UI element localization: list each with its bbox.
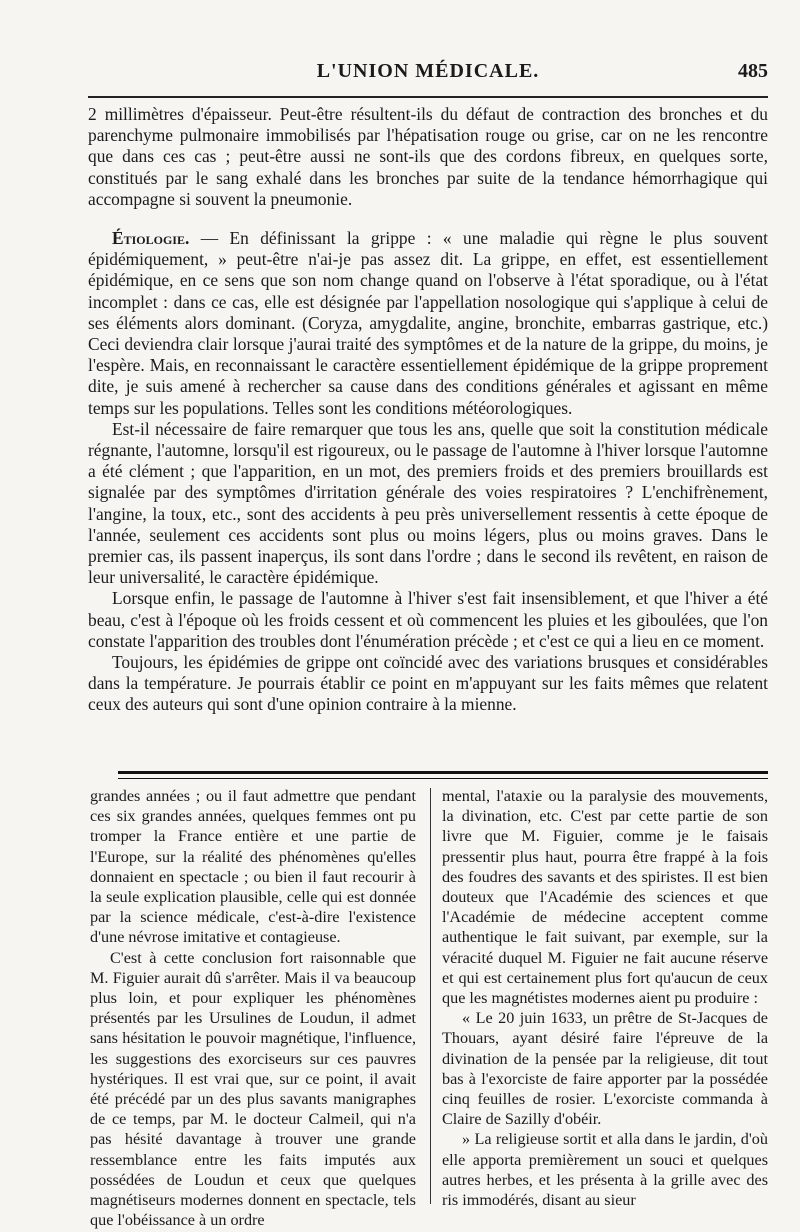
section-heading: Étiologie.	[112, 228, 190, 249]
article-paragraph: 2 millimètres d'épaisseur. Peut-être résultent-ils du défaut de contraction des bronches et du parenchyme pulmonaire immobilisés par l'hépatisation rouge ou grise, car on ne les rencontre que dans ces cas ; peut-être aussi ne sont-ils que des cordons fibreux, en quelques sorte, constitués par le sang exhalé dans les bronches par suite de la tendance hémorrhagique qui accompagne si souvent la pneumonie.	[88, 104, 768, 209]
running-header	[88, 60, 768, 90]
feuilleton-divider	[118, 771, 768, 779]
column-paragraph: mental, l'ataxie ou la paralysie des mouvements, la divination, etc. C'est par cette partie de son livre que M. Figuier, comme je le faisais pressentir plus haut, pourra être frappé à la fois des foudres des savants et des spiristes. Il est bien douteux que l'Académie des sciences et que l'Académie de médecine acceptent comme authentique le fait suivant, par exemple, sur la véracité duquel M. Figuier ne fait aucune réserve et qui est certainement plus fort qu'aucun de ceux que les magnétistes modernes aient pu produire :	[442, 787, 768, 1008]
column-separator	[430, 788, 431, 1204]
main-article	[88, 104, 768, 716]
left-column	[90, 786, 416, 1230]
etiology-text: — En définissant la grippe : « une maladie qui règne le plus souvent épidémiquement, » peut-être n'ai-je pas assez dit. La grippe, en effet, est essentiellement épidémique, en ce sens que son nom change quand on l'observe à l'état sporadique, ou à l'état incomplet : dans ce cas, elle est désignée par l'appellation nosologique qui s'applique à celui de ses éléments alors dominant. (Coryza, amygdalite, angine, bronchite, embarras gastrique, etc.) Ceci deviendra clair lorsque j'aurai traité des symptômes et de la nature de la grippe, du moins, je l'espère. Mais, en reconnaissant le caractère essentiellement épidémique de la grippe proprement dite, je suis amené à rechercher sa cause dans des conditions générales et agissant en même temps sur les populations. Telles sont les conditions météorologiques.	[88, 228, 768, 418]
header-rule	[88, 96, 768, 98]
etiology-paragraph	[88, 228, 768, 419]
column-paragraph: C'est à cette conclusion fort raisonnable que M. Figuier aurait dû s'arrêter. Mais il va beaucoup plus loin, et pour expliquer les phénomènes présentés par les Ursulines de Loudun, il admet sans hésitation le pouvoir magnétique, l'influence, les suggestions des exorciseurs sur ces pauvres hystériques. Il est vrai que, sur ce point, il avait été précédé par un des plus savants manigraphes de ce temps, par M. le docteur Calmeil, qui n'a pas hésité davantage à trouver une grande ressemblance entre les faits imputés aux possédées de Loudun et ceux que quelques magnétiseurs modernes donnent en spectacle, tels que l'obéissance à un ordre	[90, 948, 416, 1230]
quote-paragraph: » La religieuse sortit et alla dans le jardin, d'où elle apporta premièrement un souci et quelques autres herbes, et les présenta à la grille avec des ris immodérés, disant au sieur	[442, 1130, 768, 1210]
article-paragraph: Est-il nécessaire de faire remarquer que tous les ans, quelle que soit la constitution médicale régnante, l'automne, lorsqu'il est rigoureux, ou le passage de l'automne à l'hiver lorsque l'automne a été clément ; que l'apparition, en un mot, des premiers froids et des premiers brouillards est signalée par des symptômes d'irritation générale des voies respiratoires ? L'enchifrènement, l'angine, la toux, etc., sont des accidents à peu près universellement ressentis à cette époque de l'année, seulement ces accidents sont plus ou moins légers, plus ou moins graves. Dans le premier cas, ils passent inaperçus, ils sont dans l'ordre ; dans le second ils revêtent, en raison de leur universalité, le caractère épidémique.	[88, 418, 768, 588]
article-paragraph: Lorsque enfin, le passage de l'automne à l'hiver s'est fait insensiblement, et que l'hiver a été beau, c'est à l'époque où les froids cessent et où commencent les pluies et les giboulées, que l'on constate l'apparition des troubles dont l'énumération précède ; et c'est ce qui a lieu en ce moment.	[88, 588, 768, 651]
column-paragraph: grandes années ; ou il faut admettre que pendant ces six grandes années, quelques femmes ont pu tromper la France entière et une partie de l'Europe, sur la réalité des phénomènes qu'elles donnaient en spectacle ; ou bien il faut recourir à la seule explication plausible, celle qui est donnée par la science médicale, c'est-à-dire l'existence d'une névrose imitative et contagieuse.	[90, 787, 416, 947]
quote-paragraph: « Le 20 juin 1633, un prêtre de St-Jacques de Thouars, ayant désiré faire l'épreuve de la divination de la pensée par la religieuse, dit tout bas à l'exorciste de faire apporter par la possédée cinq feuilles de rosier. L'exorciste commanda à Claire de Sazilly d'obéir.	[442, 1009, 768, 1129]
journal-title: L'UNION MÉDICALE.	[316, 60, 540, 82]
page-number: 485	[738, 60, 768, 82]
right-column	[442, 786, 768, 1210]
article-paragraph: Toujours, les épidémies de grippe ont coïncidé avec des variations brusques et considérables dans la température. Je pourrais établir ce point en m'appuyant sur les faits mêmes que relatent ceux des auteurs qui sont d'une opinion contraire à la mienne.	[88, 652, 768, 715]
